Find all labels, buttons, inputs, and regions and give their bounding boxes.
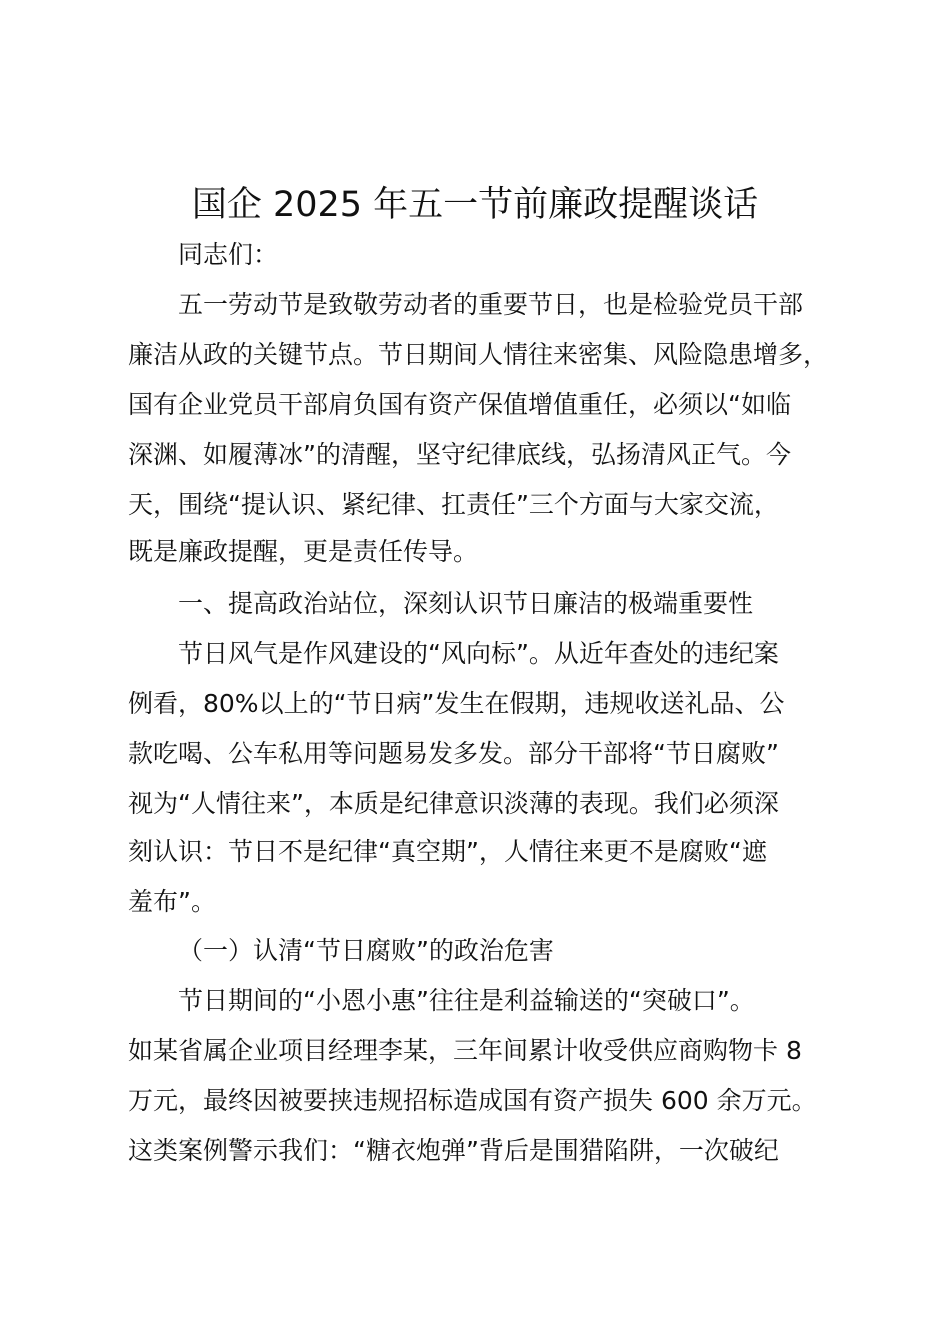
- subsection-heading: （一）认清“节日腐败”的政治危害: [178, 936, 554, 965]
- paragraph-line: 羞布”。: [128, 887, 216, 916]
- paragraph-line: 这类案例警示我们：“糖衣炮弹”背后是围猎陷阱，一次破纪: [128, 1136, 779, 1165]
- paragraph-line: 例看，80%以上的“节日病”发生在假期，违规收送礼品、公: [128, 689, 785, 718]
- paragraph-line: 如某省属企业项目经理李某，三年间累计收受供应商购物卡 8: [128, 1036, 802, 1065]
- document-title: 国企 2025 年五一节前廉政提醒谈话: [191, 185, 759, 225]
- paragraph-line: 既是廉政提醒，更是责任传导。: [128, 537, 479, 566]
- paragraph-line: 刻认识：节日不是纪律“真空期”，人情往来更不是腐败“遮: [128, 837, 767, 866]
- paragraph-line: 视为“人情往来”，本质是纪律意识淡薄的表现。我们必须深: [128, 789, 779, 818]
- paragraph-line: 节日风气是作风建设的“风向标”。从近年查处的违纪案: [178, 639, 779, 668]
- salutation: 同志们：: [178, 240, 279, 269]
- paragraph-line: 款吃喝、公车私用等问题易发多发。部分干部将“节日腐败”: [128, 739, 779, 768]
- paragraph-line: 国有企业党员干部肩负国有资产保值增值重任，必须以“如临: [128, 390, 791, 419]
- paragraph-line: 深渊、如履薄冰”的清醒，坚守纪律底线，弘扬清风正气。今: [128, 440, 791, 469]
- paragraph-line: 节日期间的“小恩小惠”往往是利益输送的“突破口”。: [178, 986, 755, 1015]
- paragraph-line: 五一劳动节是致敬劳动者的重要节日，也是检验党员干部: [178, 290, 804, 319]
- paragraph-line: 廉洁从政的关键节点。节日期间人情往来密集、风险隐患增多，: [128, 340, 829, 369]
- section-heading-1: 一、提高政治站位，深刻认识节日廉洁的极端重要性: [178, 589, 754, 618]
- paragraph-line: 天，围绕“提认识、紧纪律、扛责任”三个方面与大家交流，: [128, 490, 779, 519]
- paragraph-line: 万元，最终因被要挟违规招标造成国有资产损失 600 余万元。: [128, 1086, 817, 1115]
